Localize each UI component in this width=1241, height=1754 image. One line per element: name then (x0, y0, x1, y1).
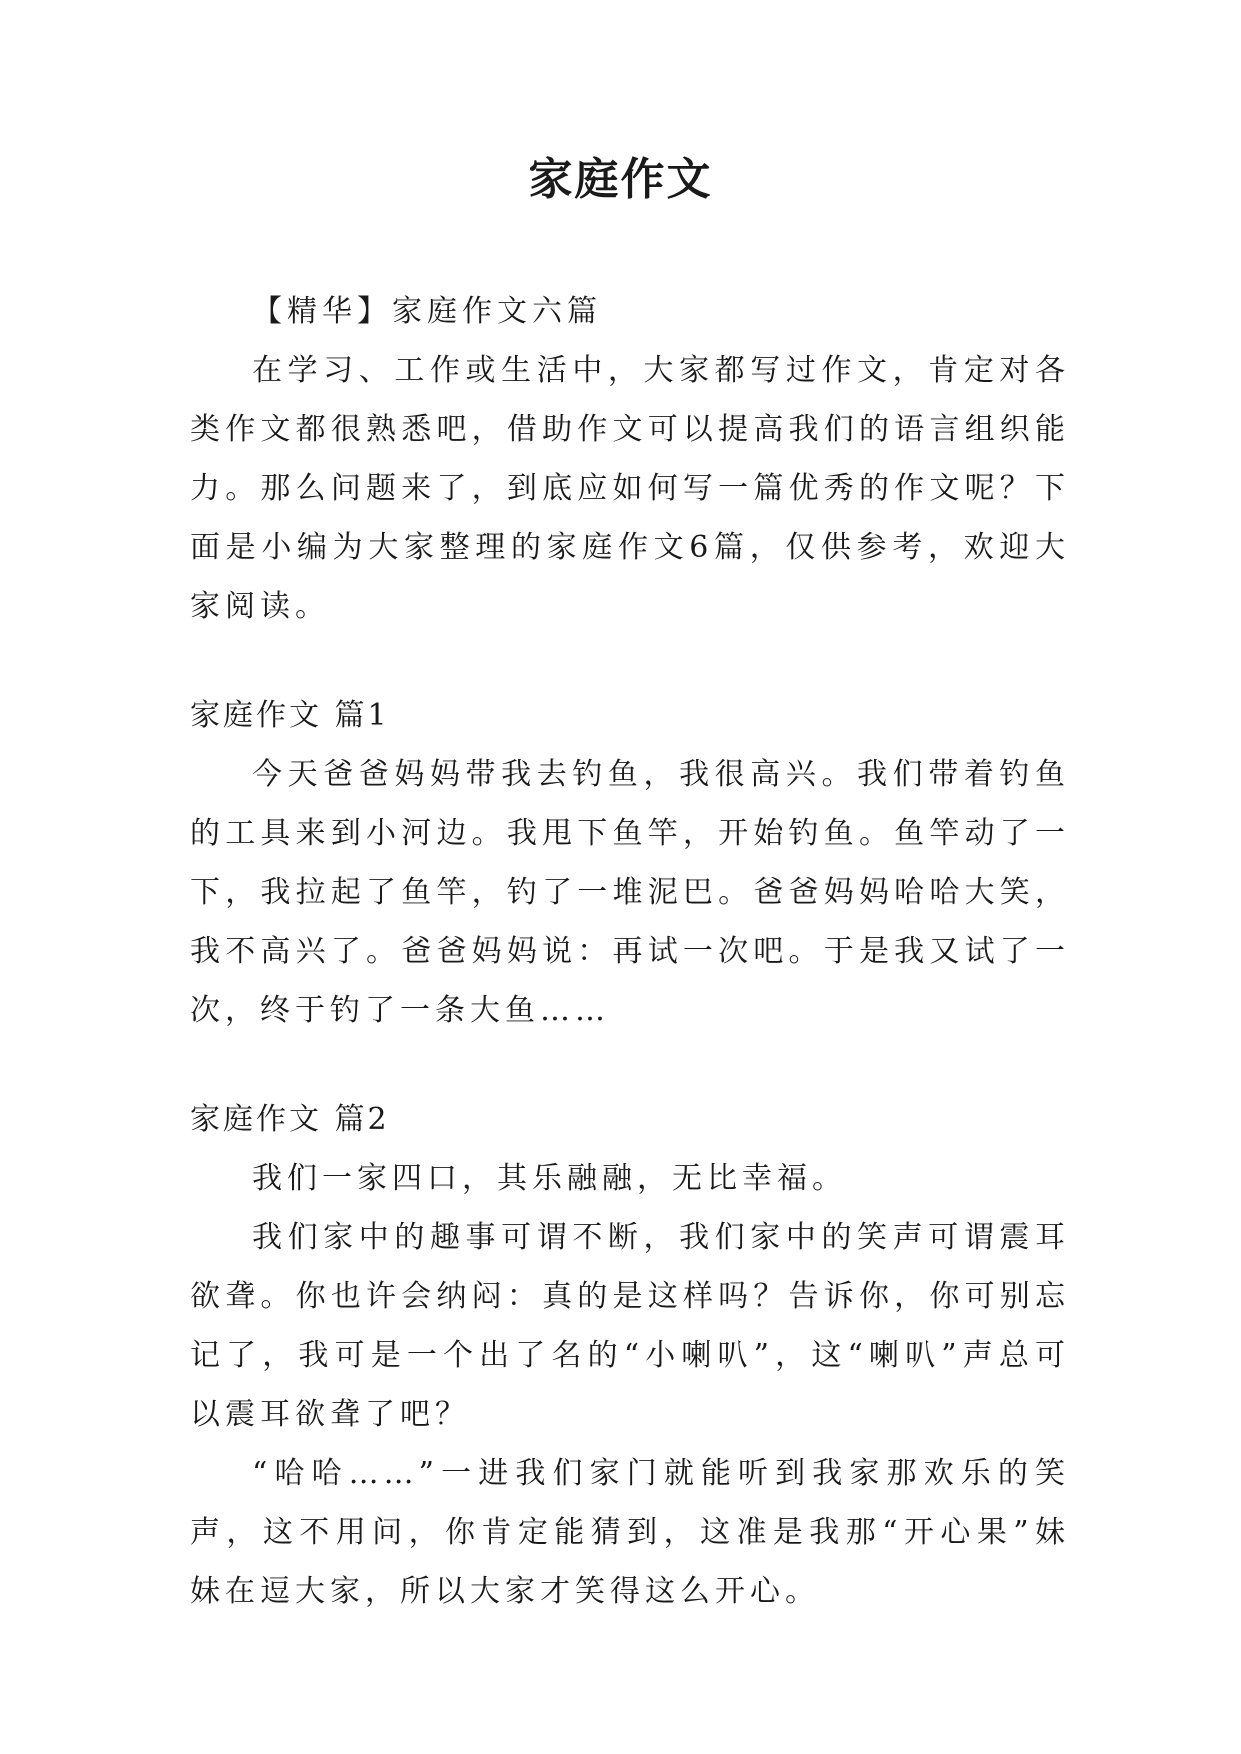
document-subtitle: 【精华】家庭作文六篇 (252, 294, 602, 329)
document-body (190, 282, 1070, 1621)
section-paragraph: 我们家中的趣事可谓不断，我们家中的笑声可谓震耳欲聋。你也许会纳闷：真的是这样吗？告诉你，你可别忘记了，我可是一个出了名的“小喇叭”，这“喇叭”声总可以震耳欲聋了吧？ (190, 1220, 1070, 1432)
section-heading: 家庭作文 篇1 (190, 698, 390, 733)
section-2 (190, 1090, 1070, 1621)
intro-paragraph: 在学习、工作或生活中，大家都写过作文，肯定对各类作文都很熟悉吧，借助作文可以提高我们的语言组织能力。那么问题来了，到底应如何写一篇优秀的作文呢？下面是小编为大家整理的家庭作文6篇，仅供参考，欢迎大家阅读。 (190, 353, 1070, 624)
section-heading: 家庭作文 篇2 (190, 1102, 390, 1137)
section-spacer (190, 636, 1070, 686)
section-paragraph: 今天爸爸妈妈带我去钓鱼，我很高兴。我们带着钓鱼的工具来到小河边。我甩下鱼竿，开始钓鱼。鱼竿动了一下，我拉起了鱼竿，钓了一堆泥巴。爸爸妈妈哈哈大笑，我不高兴了。爸爸妈妈说：再试一次吧。于是我又试了一次，终于钓了一条大鱼…… (190, 757, 1070, 1028)
section-paragraph: “哈哈……”一进我们家门就能听到我家那欢乐的笑声，这不用问，你肯定能猜到，这准是我那“开心果”妹妹在逗大家，所以大家才笑得这么开心。 (190, 1456, 1070, 1609)
section-paragraph: 我们一家四口，其乐融融，无比幸福。 (252, 1161, 847, 1196)
section-1 (190, 686, 1070, 1040)
document-title: 家庭作文 (528, 154, 713, 205)
section-spacer (190, 1040, 1070, 1090)
